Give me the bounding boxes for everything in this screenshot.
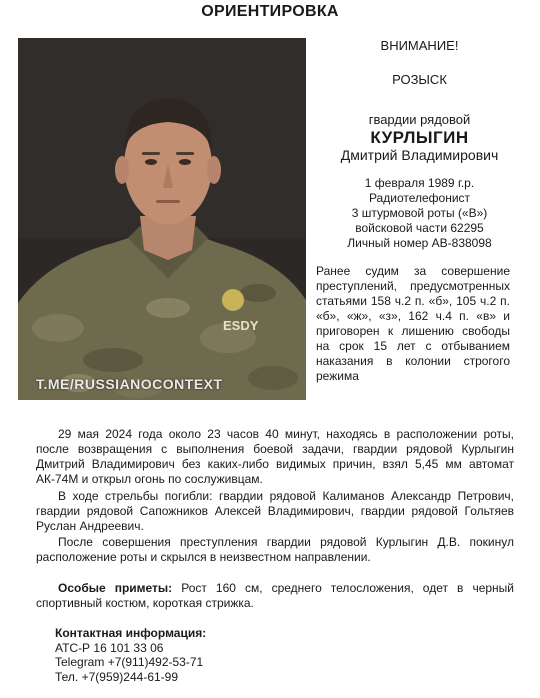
document-title: ОРИЕНТИРОВКА [201,3,339,20]
notice-heading: ВНИМАНИЕ! [380,38,459,53]
contact-line-ats: АТС-Р 16 101 33 06 [55,640,164,655]
birth-date: 1 февраля 1989 г.р. [364,176,475,190]
photo-watermark: T.ME/RUSSIANOCONTEXT [36,376,223,392]
military-unit: войсковой части 62295 [355,221,484,235]
special-signs-label: Особые приметы: [58,581,173,595]
casualties-paragraph [36,489,514,534]
rank-label: гвардии рядовой [368,112,471,127]
contact-info [55,626,355,684]
incident-paragraph [36,427,514,487]
portrait-illustration [18,38,306,400]
company: 3 штурмовой роты («В») [351,206,488,220]
escape-text: После совершения преступления гвардии рядовой Курлыгин Д.В. покинул расположение роты и скрылся в неизвестном направлении. [36,535,514,564]
criminal-record: Ранее судим за совершение преступлений, предусмотренных статьями 158 ч.2 п. «б», 105 ч.2 п. «б», «ж», «з», 162 ч.4 п. «в» и приговорен к лишению свободы на срок 15 лет с отбыванием наказания в колонии строгого режима [316,264,510,383]
given-names: Дмитрий Владимирович [340,147,499,163]
personal-details [312,176,527,251]
special-signs-text: Рост 160 см, среднего телосложения, одет в черный спортивный костюм, короткая стрижка. [36,581,514,610]
position: Радиотелефонист [368,191,471,205]
contact-line-telegram: Telegram +7(911)492-53-71 [55,655,204,669]
contact-title: Контактная информация: [55,626,207,640]
contact-line-phone: Тел. +7(959)244-61-99 [55,669,179,684]
wanted-heading: РОЗЫСК [392,72,447,87]
suspect-photo [18,38,306,400]
escape-paragraph [36,535,514,565]
special-signs [36,581,514,611]
casualties-text: В ходе стрельбы погибли: гвардии рядовой Калиманов Александр Петрович, гвардии рядовой Сапожников Алексей Владимирович, гвардии рядовой Гольтяев Руслан Андреевич. [36,489,514,533]
incident-text: 29 мая 2024 года около 23 часов 40 минут, находясь в расположении роты, после возвращения с выполнения боевой задачи, гвардии рядовой Курлыгин Дмитрий Владимирович без каких-либо видимых причин, взял 5,45 мм автомат АК-74М и открыл огонь по сослуживцам. [36,427,514,486]
surname: КУРЛЫГИН [370,128,469,147]
personal-number: Личный номер АВ-838098 [347,236,492,250]
patch-label: ESDY [223,318,259,333]
